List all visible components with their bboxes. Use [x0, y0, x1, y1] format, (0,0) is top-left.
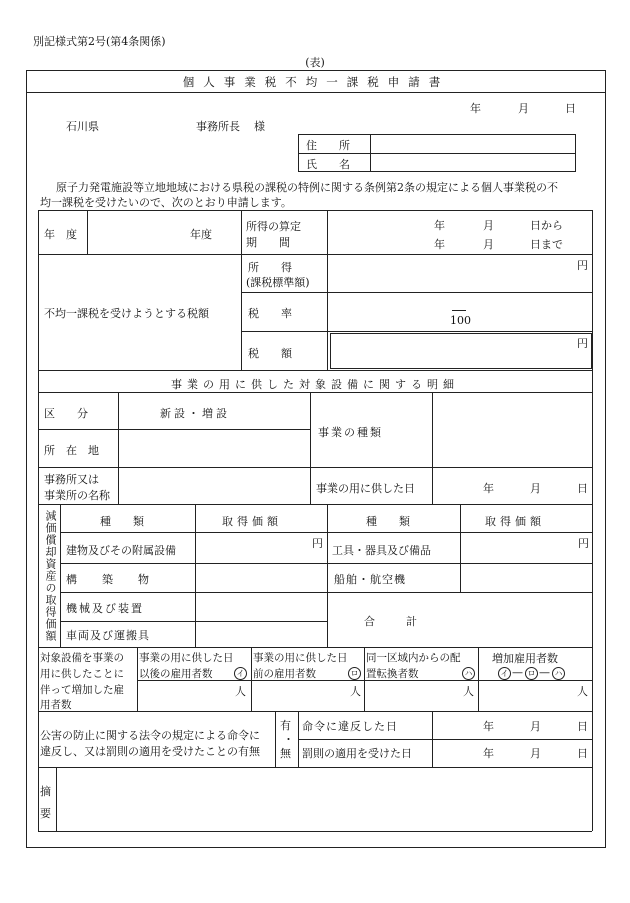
increased-employees-label-3: 伴って増加した雇 — [40, 684, 124, 696]
asset-tools: 工具・器具及び備品 — [332, 544, 431, 557]
divider — [251, 647, 252, 711]
office-head: 事務所長 — [196, 120, 240, 133]
increased-employees-label-2: 用に供したことに — [40, 668, 124, 680]
divider — [87, 210, 88, 254]
rate-denominator: 100 — [450, 314, 471, 327]
divider — [60, 563, 592, 564]
summary-label-2: 要 — [40, 807, 51, 820]
cost-header: 取得価額 — [222, 515, 282, 528]
circled-ha-icon: ハ — [462, 667, 475, 680]
penalty-month: 月 — [530, 747, 541, 760]
from-month: 月 — [483, 219, 494, 232]
income-label: 所 得 — [248, 261, 292, 274]
location-field[interactable] — [120, 431, 308, 465]
tax-label: 税 額 — [248, 347, 292, 360]
divider — [38, 210, 592, 211]
divider — [38, 767, 39, 831]
tax-amount-label: 不均一課税を受けようとする税額 — [44, 307, 209, 320]
building-cost-field[interactable] — [197, 534, 325, 561]
circled-i-icon: イ — [234, 667, 247, 680]
divider — [592, 647, 593, 711]
person-unit: 人 — [235, 685, 246, 698]
divider — [327, 210, 328, 370]
order-month: 月 — [530, 720, 541, 733]
asset-building: 建物及びその附属設備 — [66, 544, 176, 557]
office-name-label: 事務所又は — [44, 473, 99, 486]
divider — [38, 504, 592, 505]
divider — [592, 210, 593, 370]
address-label: 住 所 — [306, 139, 350, 152]
fiscal-year-suffix: 年度 — [190, 228, 212, 241]
circled-ro-icon: ロ — [348, 667, 361, 680]
divider — [26, 92, 606, 93]
rate-numerator-field[interactable] — [438, 295, 478, 309]
divider — [592, 711, 593, 767]
divider — [60, 504, 61, 647]
divider — [38, 392, 592, 393]
kind-header: 種 類 — [100, 515, 144, 528]
employees-after-label-2: 以後の雇用者数 — [139, 668, 213, 680]
to-year: 年 — [434, 238, 445, 251]
divider — [38, 711, 39, 767]
person-unit: 人 — [350, 685, 361, 698]
intro-line-1: 原子力発電施設等立地地域における県税の課税の特例に関する条例第2条の規定による個人事業税の不 — [56, 181, 558, 194]
use-year: 年 — [483, 482, 494, 495]
asset-structure: 構 築 物 — [66, 573, 150, 586]
divider — [241, 331, 592, 332]
divider — [370, 134, 371, 172]
total-cost-field[interactable] — [462, 594, 590, 645]
from-year: 年 — [434, 219, 445, 232]
employees-before-label-2: 前の雇用者数 — [253, 668, 316, 680]
kind-header-2: 種 類 — [366, 515, 410, 528]
employees-before-label: 事業の用に供した日 — [253, 652, 348, 664]
penalty-day: 日 — [577, 747, 588, 760]
name-field[interactable] — [372, 154, 574, 171]
asset-ships: 船舶・航空機 — [334, 573, 406, 586]
income-period-label: 所得の算定 — [246, 220, 301, 233]
tools-cost-field[interactable] — [462, 534, 590, 561]
divider — [38, 711, 592, 712]
person-unit: 人 — [577, 685, 588, 698]
divider — [38, 210, 39, 370]
divider — [241, 210, 242, 370]
divider — [310, 392, 311, 504]
summary-field[interactable] — [58, 769, 590, 829]
machinery-cost-field[interactable] — [197, 594, 325, 619]
location-label: 所 在 地 — [44, 444, 99, 457]
violation-label-2: 違反し、又は罰則の適用を受けたことの有無 — [40, 745, 260, 758]
intro-line-2: 均一課税を受けたいので、次のとおり申請します。 — [40, 196, 292, 209]
circled-ha-icon: ハ — [552, 667, 565, 680]
increased-employees-label-4: 用者数 — [40, 699, 72, 711]
fraction-bar — [452, 310, 466, 311]
use-date-label: 事業の用に供した日 — [316, 482, 415, 495]
increased-employees-label: 対象設備を事業の — [40, 652, 124, 664]
use-month: 月 — [530, 482, 541, 495]
violation-label: 公害の防止に関する法令の規定による命令に — [40, 729, 260, 742]
employees-after-field[interactable] — [139, 682, 233, 709]
to-day: 日まで — [530, 238, 563, 251]
address-field[interactable] — [372, 135, 574, 152]
use-day: 日 — [577, 482, 588, 495]
separator-dot: ・ — [283, 733, 294, 746]
business-type-field[interactable] — [434, 394, 590, 465]
penalty-year: 年 — [483, 747, 494, 760]
increase-count-field[interactable] — [480, 682, 574, 709]
employees-after-label: 事業の用に供した日 — [139, 652, 234, 664]
summary-label: 摘 — [40, 785, 51, 798]
income-label-2: (課税標準額) — [246, 276, 310, 289]
prefecture: 石川県 — [66, 120, 99, 133]
form-title: 個人事業税不均一課税申請書 — [182, 75, 450, 89]
divider — [478, 647, 479, 711]
divider — [38, 504, 39, 647]
yen-unit: 円 — [578, 537, 589, 550]
date-year: 年 — [470, 102, 481, 115]
increase-count-label: 増加雇用者数 — [492, 652, 558, 665]
divider — [592, 370, 593, 504]
yen-unit: 円 — [577, 259, 588, 272]
divider — [38, 254, 592, 255]
divider — [38, 429, 310, 430]
penalty-date-label: 罰則の適用を受けた日 — [302, 747, 412, 760]
fiscal-year-field[interactable] — [90, 212, 180, 252]
divider — [275, 711, 276, 767]
circled-i-icon: イ — [498, 667, 511, 680]
divider — [38, 647, 39, 711]
to-month: 月 — [483, 238, 494, 251]
divider — [60, 592, 592, 593]
tax-field[interactable] — [330, 333, 592, 369]
order-day: 日 — [577, 720, 588, 733]
order-violation-date-label: 命令に違反した日 — [302, 720, 398, 733]
divider — [60, 621, 327, 622]
section-title: 事業の用に供した対象設備に関する明細 — [171, 378, 459, 391]
rate-label: 税 率 — [248, 307, 292, 320]
divider — [38, 647, 592, 648]
order-year: 年 — [483, 720, 494, 733]
cost-header-2: 取得価額 — [485, 515, 545, 528]
divider — [327, 504, 328, 647]
office-name-field[interactable] — [120, 469, 308, 502]
transferred-field[interactable] — [366, 682, 460, 709]
category-value[interactable]: 新設・増設 — [160, 407, 230, 420]
front-label: (表) — [305, 56, 325, 69]
employees-before-field[interactable] — [253, 682, 347, 709]
structure-cost-field[interactable] — [197, 565, 325, 590]
divider — [38, 370, 592, 371]
divider — [460, 504, 461, 592]
divider — [118, 392, 119, 504]
minus-sign: — — [512, 666, 523, 679]
form-number: 別記様式第2号(第4条関係) — [33, 35, 166, 48]
divider — [60, 532, 592, 533]
income-period-label-2: 期 間 — [246, 236, 290, 249]
honorific: 様 — [254, 120, 265, 133]
income-field[interactable] — [330, 256, 574, 290]
divider — [592, 504, 593, 647]
divider — [241, 292, 592, 293]
divider — [298, 739, 592, 740]
divider — [38, 767, 592, 768]
date-month: 月 — [518, 102, 529, 115]
transferred-label-2: 置転換者数 — [366, 668, 419, 680]
business-type-label: 事業の種類 — [318, 426, 383, 439]
asset-vehicles: 車両及び運搬具 — [66, 629, 150, 642]
circled-ro-icon: ロ — [525, 667, 538, 680]
person-unit: 人 — [463, 685, 474, 698]
transferred-label: 同一区域内からの配 — [366, 652, 461, 664]
divider — [38, 467, 592, 468]
divider — [137, 647, 138, 711]
from-day: 日から — [530, 219, 563, 232]
yen-unit: 円 — [312, 537, 323, 550]
yen-unit: 円 — [577, 337, 588, 350]
fiscal-year-label: 年 度 — [44, 228, 77, 241]
office-name-label-2: 事業所の名称 — [44, 489, 110, 502]
asset-machinery: 機械及び装置 — [66, 602, 144, 615]
name-label: 氏 名 — [306, 158, 350, 171]
divider — [364, 647, 365, 711]
ships-cost-field[interactable] — [462, 565, 590, 590]
vehicles-cost-field[interactable] — [197, 623, 325, 645]
no-option[interactable]: 無 — [280, 747, 291, 760]
divider — [195, 504, 196, 647]
divider — [56, 767, 57, 831]
total-label: 合 計 — [364, 615, 420, 628]
yes-option[interactable]: 有 — [280, 719, 291, 732]
depreciable-assets-label: 減価償却資産の取得価額 — [44, 510, 57, 642]
category-label: 区 分 — [44, 407, 88, 420]
divider — [592, 767, 593, 831]
divider — [38, 831, 592, 832]
divider — [432, 392, 433, 504]
date-day: 日 — [565, 102, 576, 115]
minus-sign: — — [539, 666, 550, 679]
